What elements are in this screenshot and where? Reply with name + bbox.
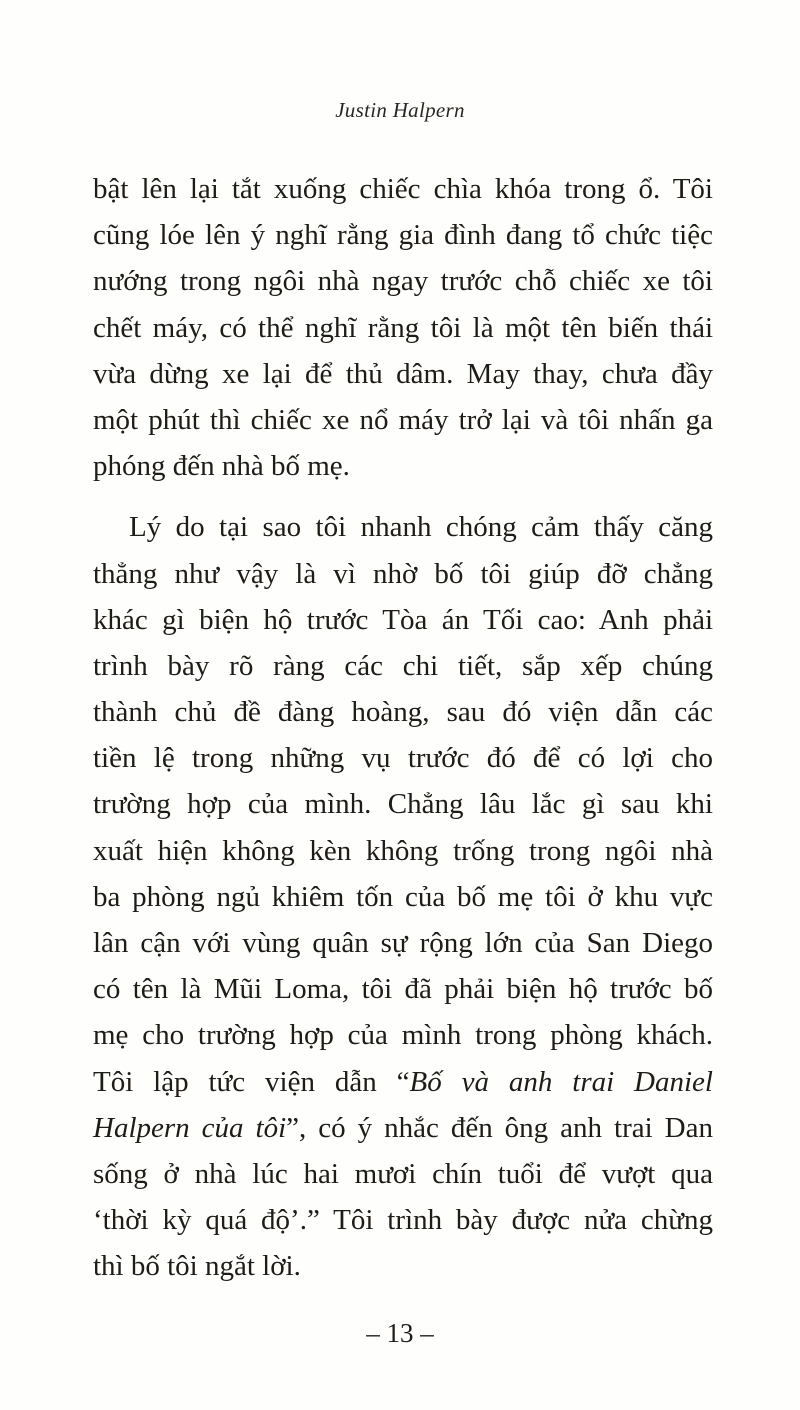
text-line: phóng đến nhà bố mẹ. xyxy=(93,450,350,483)
text-line: bật lên lại tắt xuống chiếc chìa khóa trong ổ. Tôi xyxy=(93,173,713,205)
text-line: thẳng như vậy là vì nhờ bố tôi giúp đỡ chẳng xyxy=(93,557,713,590)
text-line: khác gì biện hộ trước Tòa án Tối cao: Anh phải xyxy=(93,603,713,636)
text-line: lân cận với vùng quân sự rộng lớn của San Diego xyxy=(93,927,713,959)
text-line: vừa dừng xe lại để thủ dâm. May thay, chưa đầy xyxy=(93,357,713,390)
text-line: ba phòng ngủ khiêm tốn của bố mẹ tôi ở khu vực xyxy=(93,880,713,913)
text-line-quote-end xyxy=(93,1105,713,1151)
text-line: thành chủ đề đàng hoàng, sau đó viện dẫn các xyxy=(93,696,713,729)
text-line-quote-start xyxy=(93,1059,713,1105)
text-line: mẹ cho trường hợp của mình trong phòng khách. xyxy=(93,1019,713,1052)
text-line: cũng lóe lên ý nghĩ rằng gia đình đang tổ chức tiệc xyxy=(93,219,713,252)
body-text xyxy=(93,166,713,1290)
paragraph-2 xyxy=(93,504,713,1289)
text-line: Lý do tại sao tôi nhanh chóng cảm thấy căng xyxy=(129,511,713,544)
running-head-author: Justin Halpern xyxy=(335,98,465,122)
paragraph-1 xyxy=(93,166,713,489)
page-number: – 13 – xyxy=(366,1318,434,1348)
text-line: tiền lệ trong những vụ trước đó để có lợi cho xyxy=(93,742,713,775)
text-line: có tên là Mũi Loma, tôi đã phải biện hộ trước bố xyxy=(93,973,713,1006)
text-line: thì bố tôi ngắt lời. xyxy=(93,1250,301,1283)
text-line: xuất hiện không kèn không trống trong ngôi nhà xyxy=(93,834,713,867)
text-line: trình bày rõ ràng các chi tiết, sắp xếp chúng xyxy=(93,649,713,682)
quote-lead-text: Tôi lập tức viện dẫn “ xyxy=(93,1065,410,1098)
text-line: trường hợp của mình. Chẳng lâu lắc gì sau khi xyxy=(93,788,713,821)
text-line: sống ở nhà lúc hai mươi chín tuổi để vượt qua xyxy=(93,1157,713,1190)
text-line: một phút thì chiếc xe nổ máy trở lại và tôi nhấn ga xyxy=(93,403,713,436)
text-line: nướng trong ngôi nhà ngay trước chỗ chiếc xe tôi xyxy=(93,265,713,298)
quoted-title-part-2: Halpern của tôi xyxy=(93,1111,287,1144)
paragraph-gap xyxy=(93,489,713,504)
text-line: chết máy, có thể nghĩ rằng tôi là một tên biến thái xyxy=(93,311,713,344)
quoted-title-part-1: Bố và anh trai Daniel xyxy=(409,1065,713,1098)
text-line: ‘thời kỳ quá độ’.” Tôi trình bày được nửa chừng xyxy=(93,1204,713,1237)
quote-trail-text: ”, có ý nhắc đến ông anh trai Dan xyxy=(286,1111,713,1144)
